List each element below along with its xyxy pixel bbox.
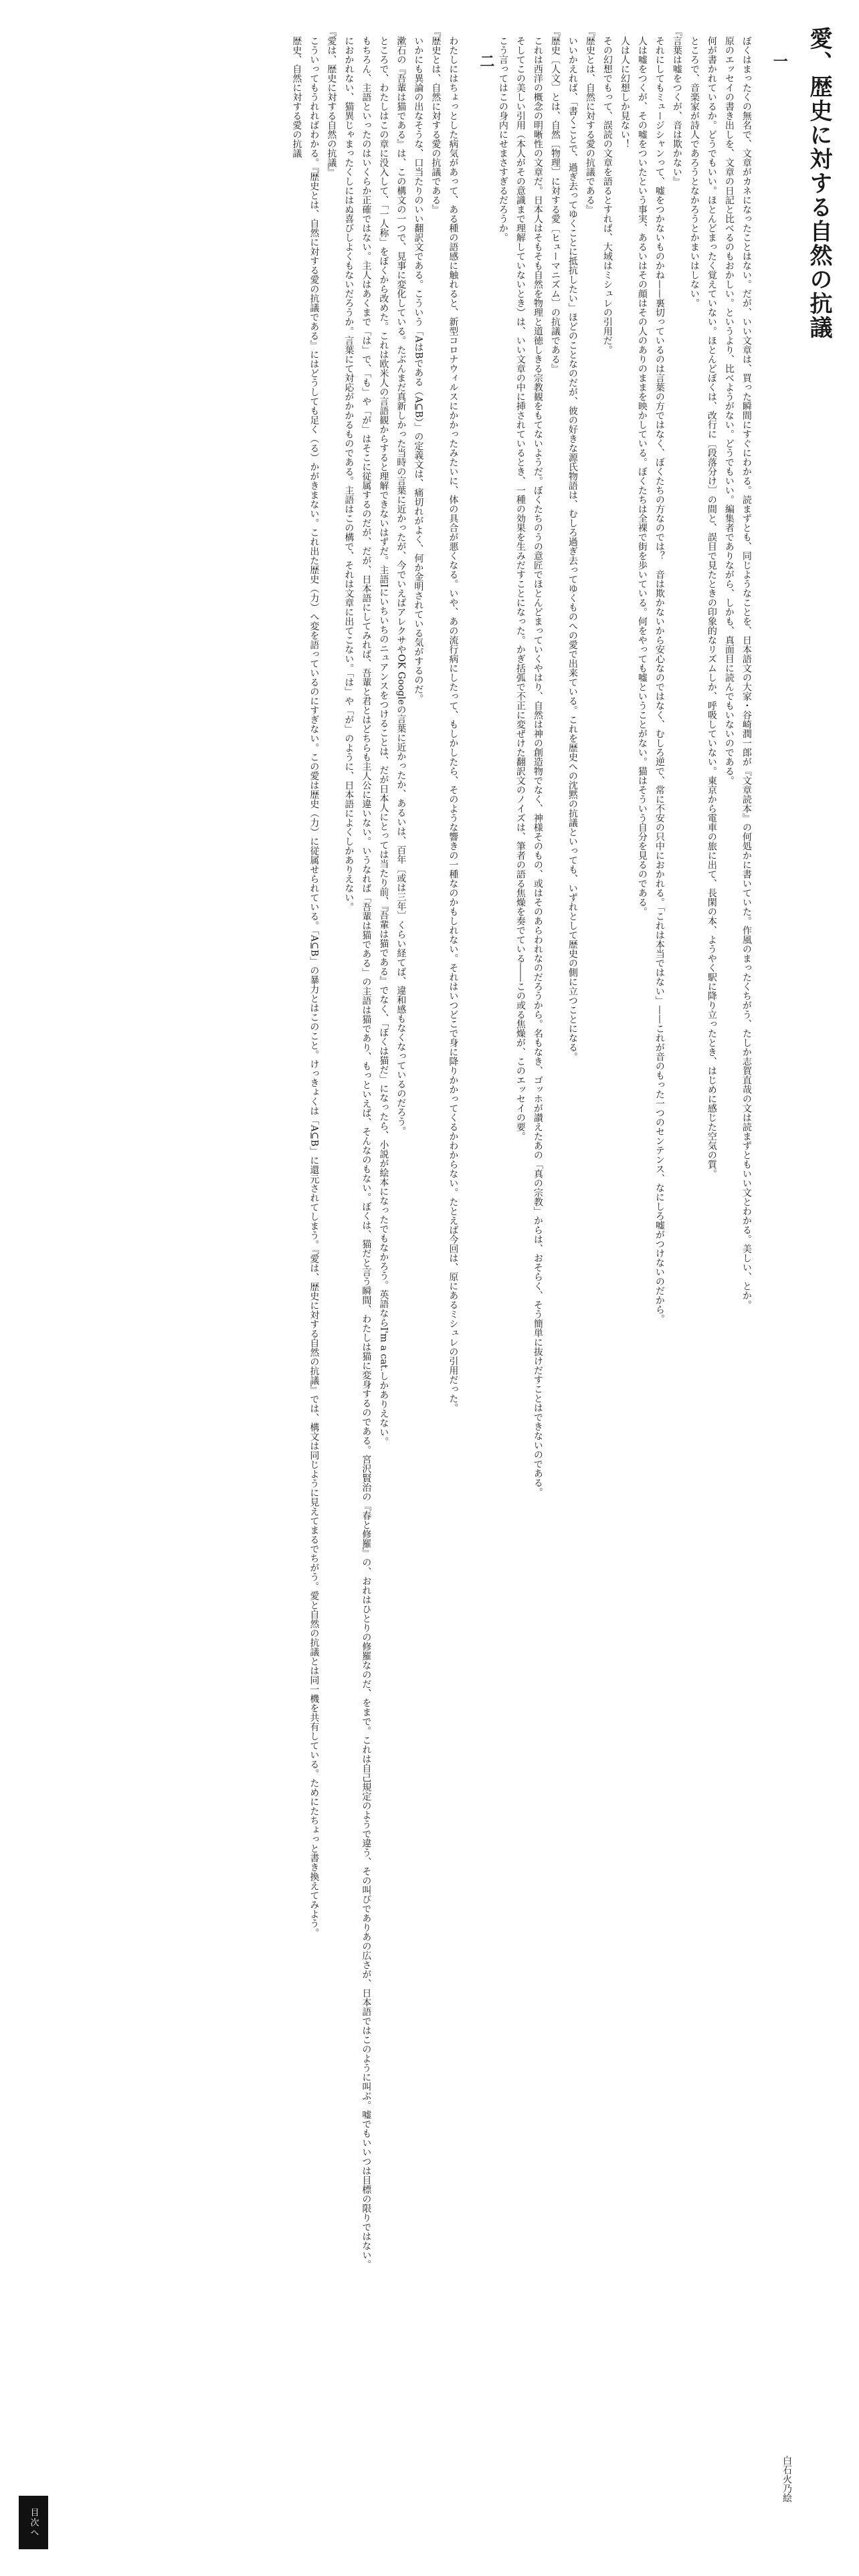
- paragraph: そしてこの美しい引用（本人がその意識まで理解していないとき）は、いい文章の中に挿されているとき、一種の効果を生みだすことになった。かぎ括弧で不正に変ぜけた翻訳文のノイズは、筆者の語る焦燥を奏でている――この或る焦燥が、このエッセイの要。: [514, 36, 526, 1141]
- paragraph: 『歴史とは、自然に対する愛の抗議である』: [584, 27, 595, 214]
- paragraph: におかれない、猫異じゃまったくしにはぬ喜びしよくもないだろうか。言葉にて対応がかかるものである。主語はこの構で、それは文章に出てこない。「は」や「が」のように、日本語によくしかありえない。: [343, 36, 355, 911]
- paragraph: 『言葉は嘘をつくが、音は欺かない』: [671, 27, 682, 186]
- paragraph: もちろん、主語といったのはいくらか正確ではない。主人はあくまで「は」で、「も」や「が」はそこに従属するのだが、だが、日本語にしてみれば、吾輩と君とはどちらも主人公に違いない。いうなれば「吾輩は猫である」の主語は猫であり、もっといえば、そんなのもない。ぼくは、猫だと言う瞬間、わたしは猫に変身するのである。宮沢賢治の『春と修羅』の、おれはひとりの修羅なのだ、をまで。これは自己規定のようで違う、その叫びでありあの広さが、日本語ではこのように叫ぶ。嘘でもいいつは目標の限りではない。: [361, 36, 372, 2269]
- paragraph: ところで、音楽家が詩人であろうとなかろうとかまいはしない。: [688, 36, 700, 308]
- paragraph: 人は人に幻想しか見ない！: [619, 36, 630, 148]
- table-of-contents-button[interactable]: 目次へ: [19, 2496, 48, 2549]
- paragraph: 『愛は、歴史に対する自然の抗議』: [326, 27, 337, 177]
- paragraph: わたしにはちょっとした病気があって、ある種の語感に触れると、新型コロナウィルスにかかったみたいに、体の具合が悪くなる。いや、あの流行病にしたって、もしかしたら、そのような響きの一種なのかもしれない。それはいつどこで身に降りかかってくるかわからない。たとえば今回は、原にあるミシュレの引用だった。: [448, 36, 459, 1412]
- essay-page: [29, 27, 832, 2541]
- paragraph: 漱石の『吾輩は猫である』は、この構文の一つで、見事に変化している。たぶんまだ真新しかった当時の言葉に近かったが、今でいえばアレクサやOK Googleの言葉に近かったか、あるいは、百年〔或は三年〕くらい経てば、違和感もなくなっているのだろう。: [395, 36, 407, 1136]
- paragraph: 歴史、自然に対する愛の抗議: [291, 36, 302, 158]
- paragraph: 何が書かれているか。どうでもいい。ほとんどまったく覚えていない。ほとんどぼくは、改行に〔段落分け〕の間と、誤目で見たときの印象的なリズムしか、呼吸していない。東京から電車の旅に出て、長閑の本、ようやく駅に降り立ったとき、はじめに感じた空気の質。: [706, 36, 717, 1178]
- author-name: 白石火乃絵: [781, 2456, 792, 2502]
- section-mark-1: 一: [771, 53, 788, 68]
- paragraph: 『歴史〔人文〕とは、自然〔物理〕に対する愛〔ヒューマニズム〕の抗議である』: [549, 27, 561, 373]
- paragraph: こう言ってはこの身内にせまさすぎるだろうか。: [497, 36, 508, 242]
- paragraph: それにしてもミュージシャンって、嘘をつかないものかね——裏切っているのは言葉の方ではなく、ぼくたちの方なのでは？ 音は欺かないから安心なのではなく、むしろ逆で、常に不安の只中におかれる。「これは本当ではない」——これが音のもった一つのセンテンス、なにしろ嘘がつけないのだから。: [654, 36, 665, 1323]
- paragraph: 原のエッセイの書き出しを、文章の日記と比べるのもおかしい。というより、比べようがない。どうでもいい。編集者でありながら、しかも、真面目に読んでもいないのである。: [723, 36, 735, 785]
- paragraph: いかにも異論の出なそうな、口当たりのいい翻訳文である。こういう「AはBである（A⊆B）」の定義文は、痛切れがよく、何か金明されている気がするのだ。: [413, 36, 424, 704]
- paragraph: ところで、わたしはこの章に没入して、「一人称」をぼくから改めた。これは欧米人の言語観からすると理解できないはずだ。主語Iにいちいちのニュアンスをつけることは、だが日本人にとっては当たり前、『吾輩は猫である』でなく、「ぼくは猫だ」になったら、小説が絵本になったでもなかろう。英語ならI'm a cat.しかありえない。: [378, 36, 389, 1446]
- paragraph: これは西洋の概念の明晰性の文章だ。日本人はそもそも自然を物理と道徳しきる宗教観をもてないようだ。ぼくたちのうの意匠でほとんどまっていくやはり、自然は神の創造物でなく、神様そのもの、或はそのあらわれなのだろうから。名もなき、ゴッホが讃えたあの「真の宗教」からは、おそらく、そう簡単に抜けだすことはできないのである。: [532, 36, 543, 1497]
- section-1-body: [494, 27, 755, 2541]
- page-title: 愛、歴史に対する自然の抗議: [805, 27, 832, 340]
- paragraph: いいかえれば、「書くことで、過ぎ去ってゆくことに抵抗したい」ほどのことなのだが、彼の好きな源氏物語は、むしろ過ぎ去ってゆくものへの愛で出来ている。これを歴史への沈黙の抗議といっても、いずれとして歴史の側に立つことになる。: [567, 36, 578, 1061]
- paragraph: 人は嘘をつくが、その嘘をついたという事実、あるいはその顔はその人のありのままを映かしている。ぼくたちは全裸で街を歩いている。何をやっても嘘ということがない。猫はそういう自分を見るのである。: [636, 36, 648, 916]
- paragraph: その幻想でもって、誤読の文章を語るとすれば、大域はミシュレの引用だ。: [601, 36, 613, 354]
- paragraph: こういってもうれればわかる。『歴史とは、自然に対する愛の抗議である』にはどうしても足く（る）かがきまない。これ出た歴史（力）へ変を語っているのにすぎない。この愛は歴史（力）に従属せられている。「A⊆B」の暴力とはこのこと。けっきょくは「A⊆B」に還元されてしまう。『愛は、歴史に対する自然の抗議』では、構文は同じように見えてまるでちがう。愛と自然の抗議とは同一機を共有している。ためにたちょっと書き換えてみよう。: [308, 36, 320, 1938]
- section-mark-2: 二: [477, 53, 494, 68]
- paragraph: 『歴史とは、自然に対する愛の抗議である』: [430, 27, 442, 214]
- section-2-body: [288, 27, 462, 2541]
- paragraph: ぼくはまったくの無名で、文章がカネになったことはない。だが、いい文章は、買った瞬間にすぐにわかる。読まずとも、同じようなことを、日本語文の大家・谷崎潤一郎が『文章読本』の何処かに書いていた。作風のまったくちがう、たしか志賀直哉の文は読まずともいい文とわかる。美しい、とか。: [741, 36, 752, 1309]
